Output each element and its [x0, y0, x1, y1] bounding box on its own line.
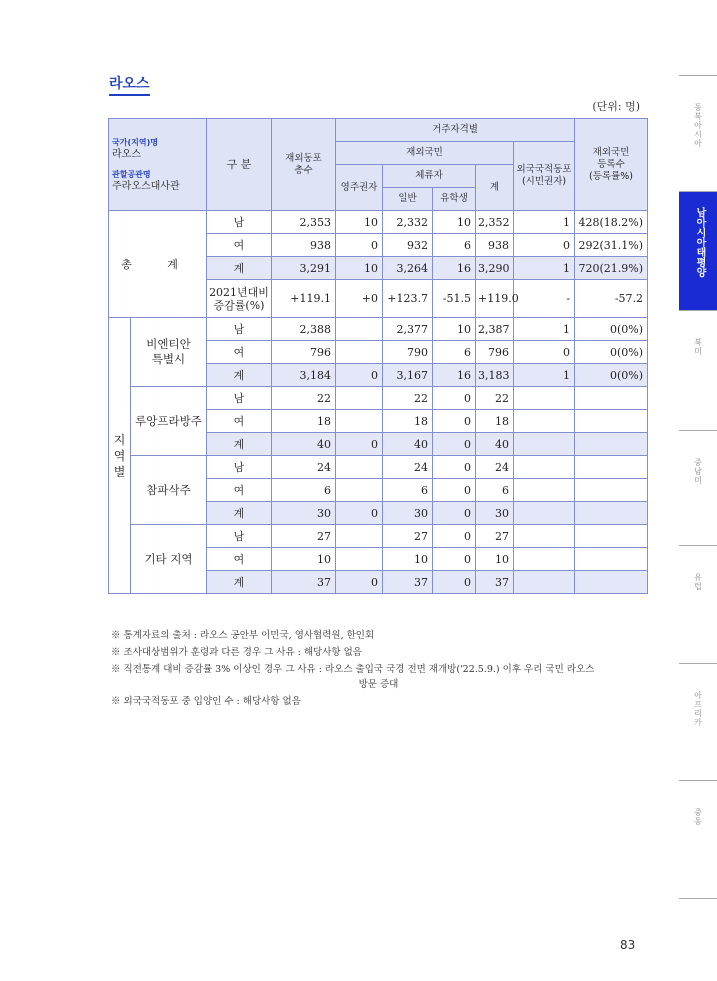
- nav-item[interactable]: [679, 338, 717, 358]
- nav-item-label: 동북아시아: [693, 103, 703, 148]
- value-cell-stud: 0: [433, 525, 476, 548]
- value-cell-stud: -51.5: [433, 280, 476, 318]
- value-cell-total: 938: [272, 234, 336, 257]
- value-cell-gen: 27: [383, 525, 433, 548]
- region-name: 비엔티안 특별시: [131, 318, 207, 387]
- value-cell-perm: [336, 341, 383, 364]
- footnote: ※ 직전통계 대비 증감률 3% 이상인 경우 그 사유 : 라오스 출입국 국경 전면 재개방('22.5.9.) 이후 우리 국민 라오스 방문 증대: [111, 664, 595, 690]
- value-cell-gen: 932: [383, 234, 433, 257]
- region-name: 루앙프라방주: [131, 387, 207, 456]
- value-cell-foreign: [514, 410, 575, 433]
- row-label: 계: [207, 433, 272, 456]
- value-cell-perm: 10: [336, 211, 383, 234]
- nav-item-label: 중남미: [693, 458, 703, 485]
- value-cell-gen: 3,264: [383, 257, 433, 280]
- value-cell-sum: 40: [476, 433, 514, 456]
- overview-cell: 국가(지역)명 라오스 관할공관명 주라오스대사관: [109, 119, 207, 211]
- value-cell-foreign: 1: [514, 211, 575, 234]
- row-label: 남: [207, 211, 272, 234]
- value-cell-total: 22: [272, 387, 336, 410]
- row-label: 여: [207, 341, 272, 364]
- value-cell-total: 30: [272, 502, 336, 525]
- statistics-table: [108, 118, 648, 594]
- registered-header: 재외국민 등록수 (등록률%): [575, 119, 648, 211]
- value-cell-stud: 6: [433, 234, 476, 257]
- nav-item-label: 남아시아태평양: [694, 207, 705, 277]
- row-label: 남: [207, 525, 272, 548]
- value-cell-total: 18: [272, 410, 336, 433]
- row-label: 계: [207, 364, 272, 387]
- value-cell-sum: 3,183: [476, 364, 514, 387]
- unit-label: (단위: 명): [592, 100, 640, 113]
- nav-item-label: 북미: [693, 338, 703, 356]
- nav-divider: [679, 663, 717, 664]
- value-cell-stud: 0: [433, 410, 476, 433]
- student-header: 유학생: [433, 188, 476, 211]
- total-section-label: 총 계: [109, 211, 207, 318]
- table-row: [109, 456, 648, 479]
- value-cell-sum: 796: [476, 341, 514, 364]
- nav-divider: [679, 310, 717, 311]
- value-cell-gen: 37: [383, 571, 433, 594]
- value-cell-foreign: 0: [514, 234, 575, 257]
- value-cell-stud: 0: [433, 479, 476, 502]
- value-cell-reg: [575, 387, 648, 410]
- value-cell-foreign: [514, 548, 575, 571]
- value-cell-perm: [336, 410, 383, 433]
- value-cell-reg: 428(18.2%): [575, 211, 648, 234]
- value-cell-sum: 30: [476, 502, 514, 525]
- table-row: [109, 525, 648, 548]
- nav-divider: [679, 191, 717, 192]
- footnote: ※ 외국국적동포 중 입양인 수 : 해당사항 없음: [111, 696, 301, 707]
- value-cell-foreign: 0: [514, 341, 575, 364]
- value-cell-reg: 720(21.9%): [575, 257, 648, 280]
- value-cell-reg: [575, 410, 648, 433]
- value-cell-sum: 24: [476, 456, 514, 479]
- value-cell-gen: 10: [383, 548, 433, 571]
- row-label: 남: [207, 456, 272, 479]
- value-cell-reg: 0(0%): [575, 318, 648, 341]
- value-cell-reg: [575, 502, 648, 525]
- value-cell-total: 40: [272, 433, 336, 456]
- value-cell-total: 10: [272, 548, 336, 571]
- page-title: 라오스: [109, 73, 150, 93]
- value-cell-total: +119.1: [272, 280, 336, 318]
- row-label: 계: [207, 502, 272, 525]
- value-cell-reg: [575, 433, 648, 456]
- table-row: [109, 211, 648, 234]
- value-cell-perm: [336, 479, 383, 502]
- sojourner-header: 체류자: [383, 165, 476, 188]
- value-cell-total: 37: [272, 571, 336, 594]
- value-cell-sum: 2,387: [476, 318, 514, 341]
- value-cell-reg: [575, 479, 648, 502]
- value-cell-sum: 10: [476, 548, 514, 571]
- value-cell-foreign: -: [514, 280, 575, 318]
- row-label: 여: [207, 234, 272, 257]
- value-cell-gen: 30: [383, 502, 433, 525]
- value-cell-foreign: 1: [514, 364, 575, 387]
- value-cell-perm: [336, 525, 383, 548]
- value-cell-total: 2,388: [272, 318, 336, 341]
- value-cell-stud: 0: [433, 456, 476, 479]
- row-label: 남: [207, 318, 272, 341]
- value-cell-gen: 2,377: [383, 318, 433, 341]
- regional-section-label: 지 역 별: [109, 318, 131, 594]
- value-cell-sum: 22: [476, 387, 514, 410]
- value-cell-perm: [336, 318, 383, 341]
- value-cell-gen: 24: [383, 456, 433, 479]
- value-cell-stud: 6: [433, 341, 476, 364]
- value-cell-gen: 40: [383, 433, 433, 456]
- value-cell-perm: +0: [336, 280, 383, 318]
- value-cell-foreign: [514, 525, 575, 548]
- value-cell-total: 2,353: [272, 211, 336, 234]
- value-cell-total: 796: [272, 341, 336, 364]
- value-cell-foreign: [514, 502, 575, 525]
- region-name: 기타 지역: [131, 525, 207, 594]
- nav-item[interactable]: [679, 458, 717, 487]
- value-cell-reg: -57.2: [575, 280, 648, 318]
- value-cell-gen: +123.7: [383, 280, 433, 318]
- nav-divider: [679, 898, 717, 899]
- row-label: 여: [207, 479, 272, 502]
- row-label: 계: [207, 571, 272, 594]
- value-cell-stud: 0: [433, 433, 476, 456]
- value-cell-foreign: [514, 571, 575, 594]
- value-cell-foreign: 1: [514, 257, 575, 280]
- value-cell-sum: 3,290: [476, 257, 514, 280]
- value-cell-sum: 938: [476, 234, 514, 257]
- value-cell-stud: 0: [433, 571, 476, 594]
- status-header: 거주자격별: [336, 119, 575, 142]
- footnotes: [111, 628, 646, 711]
- nav-item-label: 중동: [693, 808, 703, 826]
- table-row: [109, 387, 648, 410]
- value-cell-reg: [575, 548, 648, 571]
- footnote: ※ 조사대상범위가 훈령과 다른 경우 그 사유 : 해당사항 없음: [111, 647, 362, 658]
- nav-item[interactable]: [679, 103, 717, 150]
- value-cell-perm: 0: [336, 502, 383, 525]
- value-cell-stud: 10: [433, 318, 476, 341]
- value-cell-sum: 27: [476, 525, 514, 548]
- row-label: 2021년대비 증감률(%): [207, 280, 272, 318]
- total-overseas-header: 재외동포 총수: [272, 119, 336, 211]
- value-cell-foreign: 1: [514, 318, 575, 341]
- value-cell-gen: 3,167: [383, 364, 433, 387]
- general-header: 일반: [383, 188, 433, 211]
- page-number: 83: [620, 938, 636, 952]
- nav-divider: [679, 780, 717, 781]
- value-cell-foreign: [514, 479, 575, 502]
- nav-item-label: 아프리카: [693, 691, 703, 727]
- nav-divider: [679, 75, 717, 76]
- value-cell-foreign: [514, 433, 575, 456]
- value-cell-total: 3,184: [272, 364, 336, 387]
- nav-item-active[interactable]: [679, 191, 717, 310]
- row-label: 계: [207, 257, 272, 280]
- value-cell-sum: 18: [476, 410, 514, 433]
- value-cell-reg: 0(0%): [575, 364, 648, 387]
- value-cell-perm: 0: [336, 571, 383, 594]
- value-cell-gen: 6: [383, 479, 433, 502]
- value-cell-perm: [336, 456, 383, 479]
- value-cell-stud: 16: [433, 257, 476, 280]
- value-cell-reg: [575, 571, 648, 594]
- value-cell-stud: 0: [433, 548, 476, 571]
- nav-divider: [679, 545, 717, 546]
- region-name: 참파삭주: [131, 456, 207, 525]
- value-cell-sum: 2,352: [476, 211, 514, 234]
- value-cell-perm: 0: [336, 234, 383, 257]
- value-cell-perm: [336, 387, 383, 410]
- nav-item[interactable]: [679, 808, 717, 828]
- value-cell-perm: 0: [336, 433, 383, 456]
- value-cell-total: 24: [272, 456, 336, 479]
- nationals-header: 재외국민: [336, 142, 514, 165]
- value-cell-foreign: [514, 387, 575, 410]
- value-cell-gen: 2,332: [383, 211, 433, 234]
- value-cell-reg: 0(0%): [575, 341, 648, 364]
- value-cell-perm: 10: [336, 257, 383, 280]
- value-cell-sum: +119.0: [476, 280, 514, 318]
- value-cell-stud: 0: [433, 387, 476, 410]
- value-cell-sum: 6: [476, 479, 514, 502]
- value-cell-stud: 10: [433, 211, 476, 234]
- row-label: 여: [207, 548, 272, 571]
- value-cell-gen: 22: [383, 387, 433, 410]
- nav-item[interactable]: [679, 573, 717, 593]
- category-header: 구 분: [207, 119, 272, 211]
- foreign-citizen-header: 외국국적동포 (시민권자): [514, 142, 575, 211]
- value-cell-gen: 18: [383, 410, 433, 433]
- value-cell-stud: 16: [433, 364, 476, 387]
- value-cell-total: 27: [272, 525, 336, 548]
- nav-divider: [679, 430, 717, 431]
- value-cell-perm: [336, 548, 383, 571]
- value-cell-foreign: [514, 456, 575, 479]
- value-cell-perm: 0: [336, 364, 383, 387]
- value-cell-total: 6: [272, 479, 336, 502]
- value-cell-sum: 37: [476, 571, 514, 594]
- value-cell-stud: 0: [433, 502, 476, 525]
- value-cell-total: 3,291: [272, 257, 336, 280]
- sum-header: 계: [476, 165, 514, 211]
- value-cell-reg: [575, 456, 648, 479]
- table-row: [109, 318, 648, 341]
- value-cell-reg: 292(31.1%): [575, 234, 648, 257]
- permanent-header: 영주권자: [336, 165, 383, 211]
- row-label: 남: [207, 387, 272, 410]
- nav-item-label: 유럽: [693, 573, 703, 591]
- row-label: 여: [207, 410, 272, 433]
- value-cell-reg: [575, 525, 648, 548]
- footnote: ※ 통계자료의 출처 : 라오스 공안부 이민국, 영사협력원, 한인회: [111, 630, 375, 641]
- nav-item[interactable]: [679, 691, 717, 729]
- value-cell-gen: 790: [383, 341, 433, 364]
